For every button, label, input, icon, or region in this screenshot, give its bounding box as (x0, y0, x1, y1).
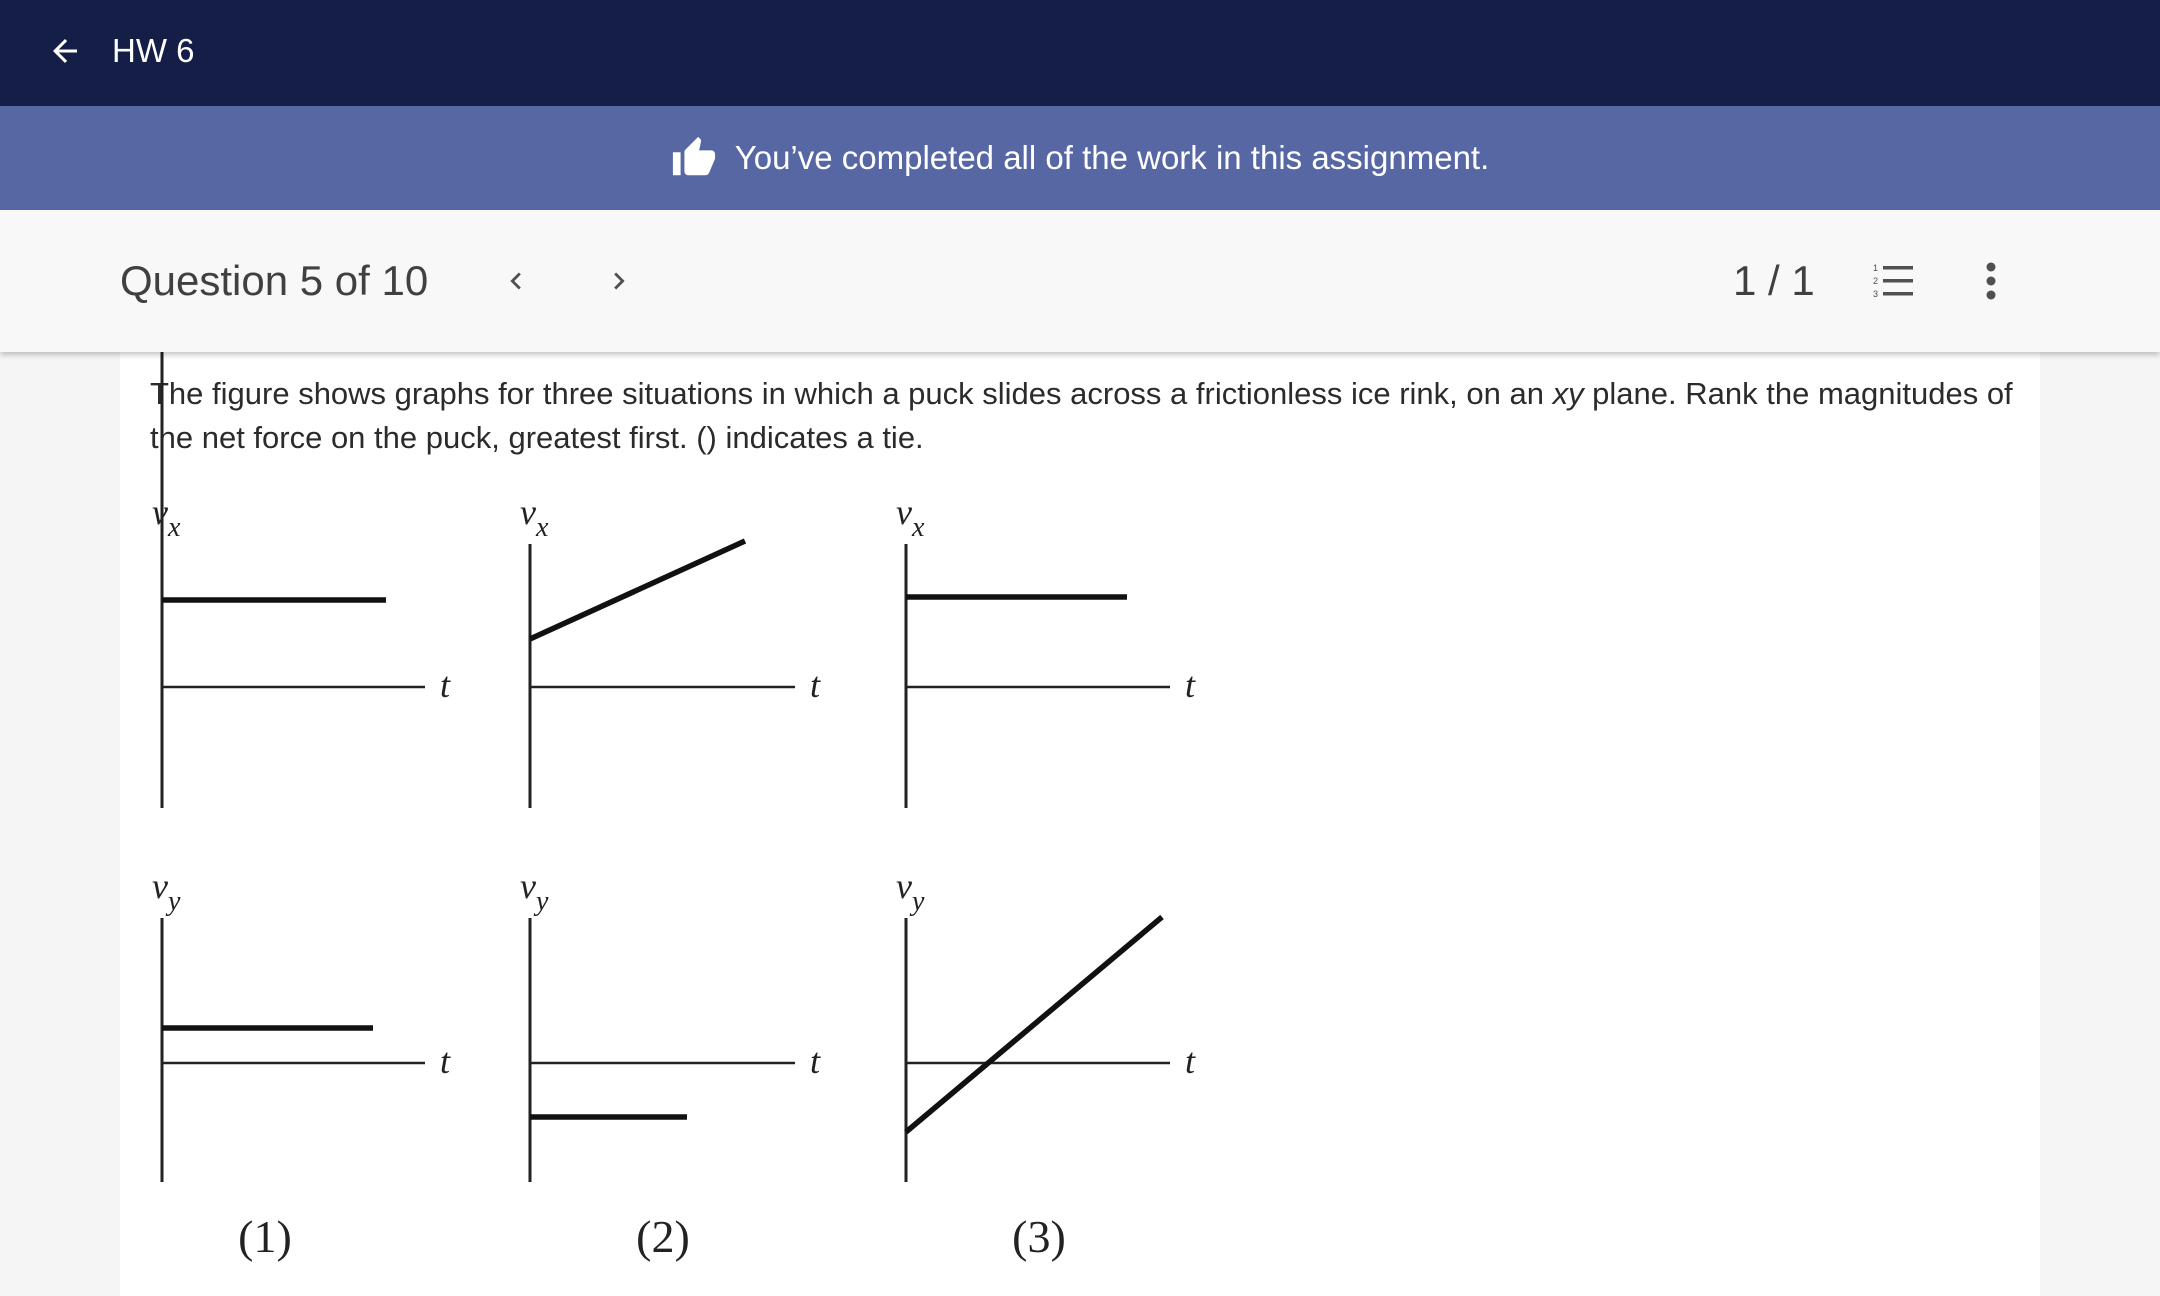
question-card (120, 352, 2040, 1296)
arrow-left-icon (47, 33, 83, 69)
question-list-button[interactable] (1866, 254, 1922, 308)
graph-2-vy (520, 866, 821, 1182)
question-italic-term: xy (1552, 376, 1584, 411)
situation-1 (152, 352, 451, 1262)
previous-question-button[interactable] (489, 254, 543, 308)
graph-3-vy (896, 866, 1196, 1182)
numbered-list-icon (1872, 261, 1916, 301)
vy-axis-label: $v_y$ (520, 866, 549, 917)
completion-banner (0, 106, 2160, 210)
vx-axis-label: $v_x$ (520, 492, 549, 543)
t-axis-label: t (810, 665, 821, 705)
velocity-graphs-figure (120, 352, 2040, 1296)
question-prompt: The figure shows graphs for three situations in which a puck slides across a frictionless ice rink, on an xy plane. Rank the magnitudes of the net force on the puck, greatest first. () indicates a tie. (150, 376, 2013, 455)
vy-axis-label: $v_y$ (152, 866, 181, 917)
question-nav-bar (0, 210, 2160, 352)
svg-text:1: 1 (1873, 263, 1879, 273)
page-count: 1 / 1 (1733, 257, 1815, 304)
graph-1-vx (152, 352, 451, 808)
chevron-right-icon (602, 264, 636, 298)
top-app-bar (0, 0, 2160, 106)
t-axis-label: t (810, 1041, 821, 1081)
vy-line (906, 917, 1162, 1132)
vx-axis-label: $v_x$ (152, 492, 181, 543)
back-button[interactable] (40, 26, 90, 76)
question-title: Question 5 of 10 (120, 257, 429, 304)
svg-text:3: 3 (1873, 289, 1879, 299)
situation-label: (2) (636, 1211, 690, 1262)
situation-2 (520, 492, 821, 1262)
thumbs-up-icon (671, 135, 717, 181)
t-axis-label: t (1185, 1041, 1196, 1081)
graph-1-vy (152, 866, 451, 1182)
next-question-button[interactable] (592, 254, 646, 308)
more-options-button[interactable] (1963, 254, 2019, 308)
vx-line (530, 541, 745, 639)
completion-message: You’ve completed all of the work in this assignment. (734, 139, 1490, 176)
graph-2-vx (520, 492, 821, 808)
vx-axis-label: $v_x$ (896, 492, 925, 543)
t-axis-label: t (440, 1041, 451, 1081)
graph-3-vx (896, 492, 1196, 808)
situation-label: (3) (1012, 1211, 1066, 1262)
vy-axis-label: $v_y$ (896, 866, 925, 917)
chevron-left-icon (499, 264, 533, 298)
assignment-title: HW 6 (112, 32, 195, 69)
more-vertical-icon (1984, 261, 1998, 301)
situation-3 (896, 492, 1196, 1262)
t-axis-label: t (440, 665, 451, 705)
svg-text:2: 2 (1873, 276, 1879, 286)
situation-label: (1) (238, 1211, 292, 1262)
t-axis-label: t (1185, 665, 1196, 705)
